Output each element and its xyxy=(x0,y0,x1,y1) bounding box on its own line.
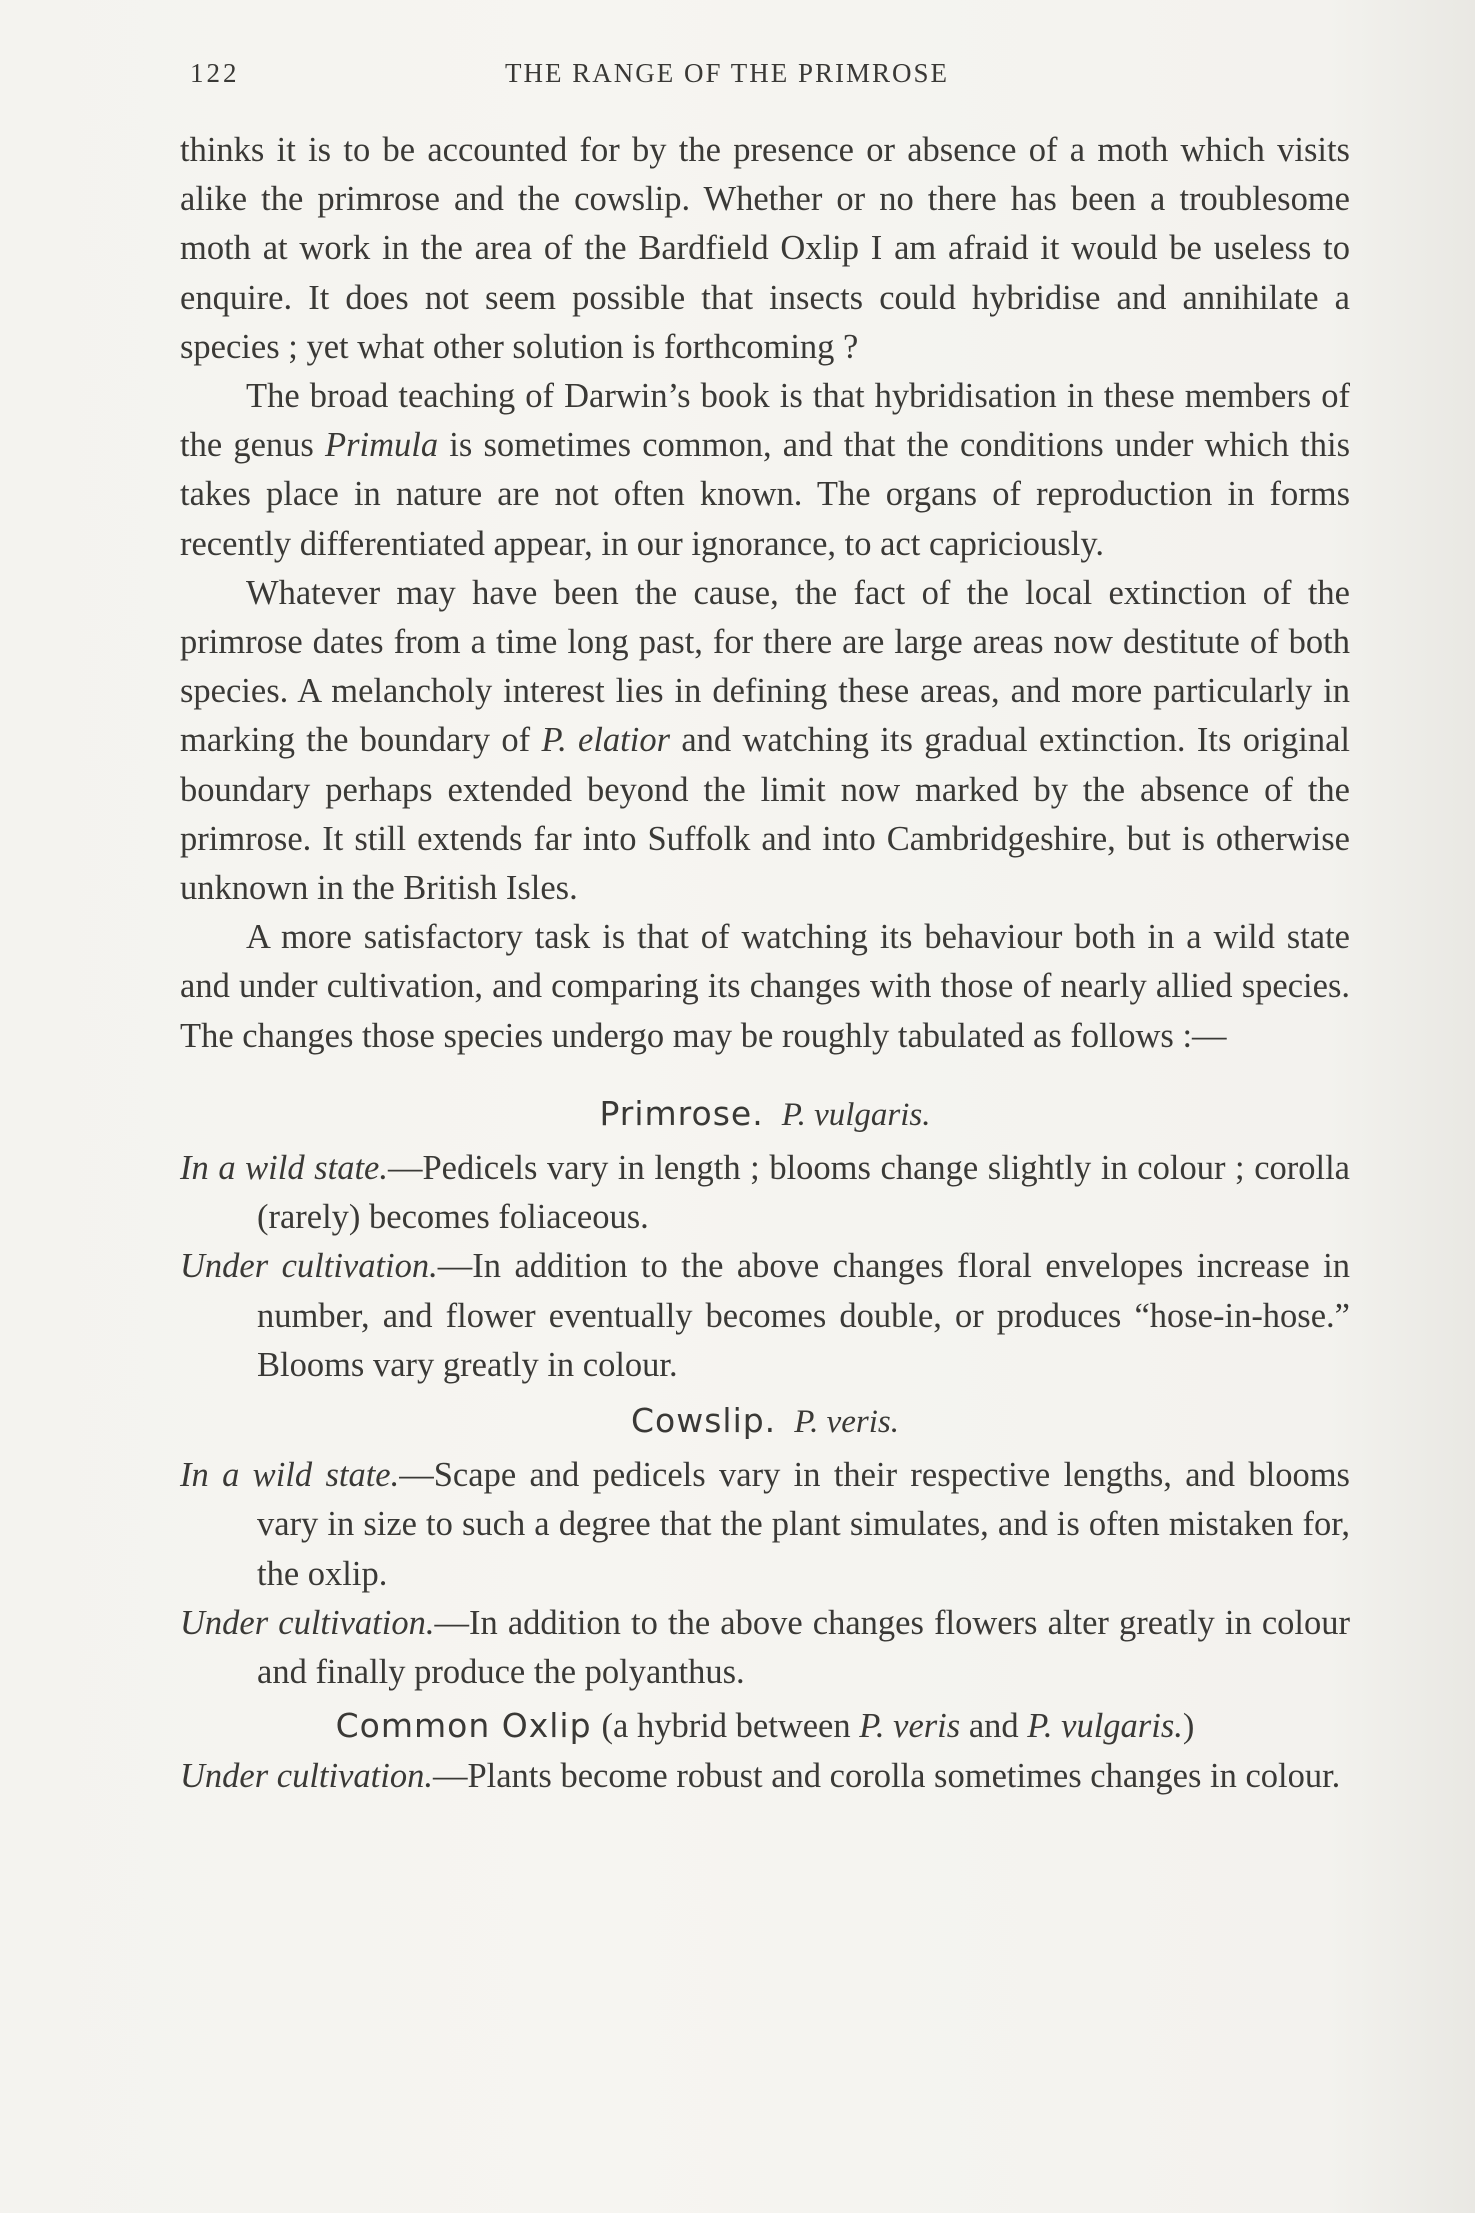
body-text xyxy=(180,126,1350,1801)
running-title: THE RANGE OF THE PRIMROSE xyxy=(505,58,950,88)
note-italic: P. veris xyxy=(859,1707,961,1746)
paragraph-text: The broad teaching of Darwin’s book is that hybridisation in these members of the genus xyxy=(180,377,1350,465)
species-heading xyxy=(180,1396,1350,1447)
note-text: ) xyxy=(1182,1707,1195,1746)
paragraph-text: and watching its gradual extinction. Its original boundary perhaps extended beyond the limit now marked by the absence of the primrose. It still extends far into Suffolk and into Cambridgeshire, but is otherwise unknown in the British Isles. xyxy=(180,721,1351,908)
paragraph: thinks it is to be accounted for by the presence or absence of a moth which visits alike the primrose and the cowslip. Whether or no there has been a troublesome moth at work in the area of the Bardfield Oxlip I am afraid it would be useless to enquire. It does not seem possible that insects could hybridise and annihilate a species ; yet what other solution is forthcoming ? xyxy=(180,131,1350,366)
species-entry xyxy=(180,1144,1350,1242)
page-number: 122 xyxy=(190,58,240,88)
paragraph-text: Whatever may have been the cause, the fact of the local extinction of the primrose dates from a time long past, for there are large areas now destitute of both species. A melancholy interest lies in defining these areas, and more particularly in marking the boundary of xyxy=(180,573,1350,760)
note-text: and xyxy=(960,1707,1028,1746)
note-text: (a hybrid between xyxy=(601,1707,860,1746)
species-note xyxy=(602,1707,1195,1745)
species-heading xyxy=(180,1701,1350,1751)
entry-label: In a wild state. xyxy=(180,1456,400,1495)
entry-text: —Plants become robust and corolla sometimes changes in colour. xyxy=(432,1756,1341,1795)
paragraph xyxy=(180,372,1350,569)
species-name: Cowslip. xyxy=(630,1401,777,1441)
entry-label: Under cultivation. xyxy=(180,1756,433,1795)
paragraph: A more satisfactory task is that of watching its behaviour both in a wild state and under cultivation, and comparing its changes with those of nearly allied species. The changes those species undergo may be roughly tabulated as follows :— xyxy=(180,918,1350,1055)
species-name: Common Oxlip xyxy=(335,1706,592,1746)
entry-label: In a wild state. xyxy=(180,1149,388,1188)
species-entry xyxy=(180,1599,1350,1697)
entry-text: —Scape and pedicels vary in their respective lengths, and blooms vary in size to such a degree that the plant simulates, and is often mistaken for, the oxlip. xyxy=(257,1456,1350,1593)
species-heading xyxy=(180,1089,1350,1140)
species-entry xyxy=(180,1242,1350,1390)
species-latin-name: P. vulgaris. xyxy=(781,1096,931,1133)
entry-text: —Pedicels vary in length ; blooms change slightly in colour ; corolla (rarely) becomes foliaceous. xyxy=(257,1149,1350,1237)
paragraph xyxy=(180,569,1350,913)
entry-label: Under cultivation. xyxy=(180,1247,438,1286)
species-entry xyxy=(180,1451,1350,1599)
species-latin-name: P. veris. xyxy=(794,1404,899,1441)
entry-text: —In addition to the above changes floral envelopes increase in number, and flower eventually becomes double, or produces “hose-in-hose.” Blooms vary greatly in colour. xyxy=(257,1247,1350,1384)
entry-text: —In addition to the above changes flowers alter greatly in colour and finally produce the polyanthus. xyxy=(257,1603,1350,1692)
note-italic: P. vulgaris. xyxy=(1027,1707,1183,1746)
species-entry xyxy=(180,1752,1350,1801)
entry-label: Under cultivation. xyxy=(180,1603,435,1642)
page-header xyxy=(190,58,1340,98)
species-name: Primrose. xyxy=(599,1093,764,1133)
italic-term: P. elatior xyxy=(541,721,671,760)
italic-term: Primula xyxy=(325,426,439,465)
paragraph-text: is sometimes common, and that the conditions under which this takes place in nature are not often known. The organs of reproduction in forms recently differentiated appear, in our ignorance, to act capriciously. xyxy=(180,426,1350,563)
